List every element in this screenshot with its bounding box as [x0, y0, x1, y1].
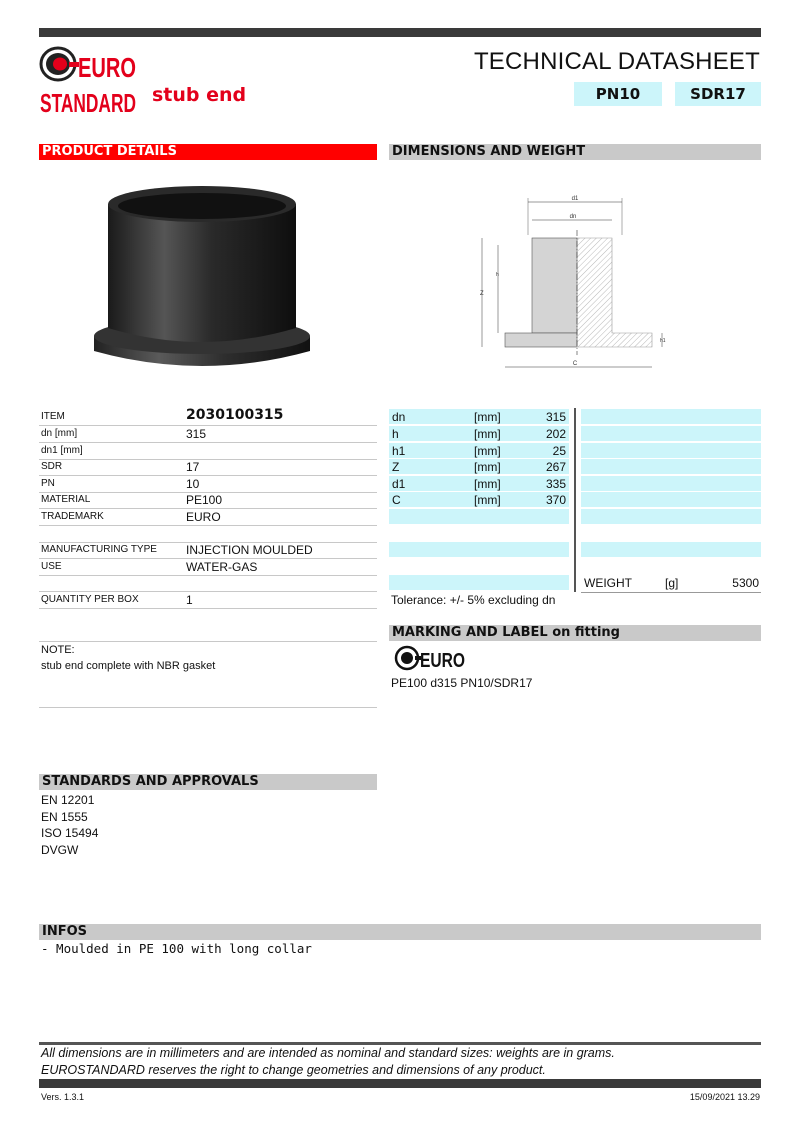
table-row	[581, 459, 761, 475]
document-title: TECHNICAL DATASHEET	[473, 48, 760, 75]
table-row	[581, 476, 761, 492]
tolerance-text: Tolerance: +/- 5% excluding dn	[391, 593, 556, 607]
bottom-bar	[39, 1079, 761, 1088]
table-row	[581, 426, 761, 442]
svg-text:EURO: EURO	[420, 650, 465, 672]
infos-text: - Moulded in PE 100 with long collar	[41, 941, 312, 956]
svg-text:EURO: EURO	[78, 52, 136, 83]
table-row: MATERIAL PE100	[39, 492, 377, 509]
disclaimer-line-1: All dimensions are in millimeters and are intended as nominal and standard sizes: weights are in grams.	[41, 1046, 615, 1060]
table-row	[581, 542, 761, 558]
divider	[39, 641, 377, 642]
svg-text:Z: Z	[480, 291, 484, 297]
eurostandard-logo	[39, 44, 139, 116]
product-details-header: PRODUCT DETAILS	[39, 144, 377, 160]
table-row: h [mm] 202	[389, 426, 569, 442]
svg-text:dn: dn	[569, 214, 577, 220]
footer-divider	[39, 1042, 761, 1045]
standard-item: ISO 15494	[41, 826, 99, 840]
table-row: C [mm] 370	[389, 492, 569, 508]
table-row: Z [mm] 267	[389, 459, 569, 475]
table-row	[39, 575, 377, 592]
table-row	[581, 492, 761, 508]
svg-text:STANDARD: STANDARD	[40, 88, 136, 118]
date-text: 15/09/2021 13.29	[689, 1092, 760, 1102]
svg-text:h1: h1	[660, 338, 666, 344]
note-label: NOTE:	[41, 644, 75, 656]
table-row: SDR 17	[39, 459, 377, 476]
table-row	[389, 575, 569, 591]
standard-item: EN 12201	[41, 793, 95, 807]
weight-row	[581, 575, 761, 593]
table-row	[389, 542, 569, 558]
table-row	[389, 509, 569, 525]
version-text: Vers. 1.3.1	[41, 1092, 85, 1102]
marking-text: PE100 d315 PN10/SDR17	[391, 676, 533, 690]
svg-text:C: C	[572, 361, 578, 367]
top-bar	[39, 28, 761, 37]
table-row	[581, 409, 761, 425]
table-row: ITEM 2030100315	[39, 409, 377, 426]
table-row	[581, 443, 761, 459]
table-row: TRADEMARK EURO	[39, 509, 377, 526]
marking-header: MARKING AND LABEL on fitting	[389, 625, 761, 641]
weight-label: WEIGHT	[584, 576, 632, 590]
table-row: dn1 [mm]	[39, 443, 377, 460]
standards-header: STANDARDS AND APPROVALS	[39, 774, 377, 790]
divider	[39, 707, 377, 708]
svg-text:h: h	[496, 272, 499, 278]
table-row: QUANTITY PER BOX 1	[39, 592, 377, 609]
product-image	[92, 176, 312, 376]
sdr-badge: SDR17	[675, 82, 761, 106]
technical-drawing	[480, 190, 670, 375]
dimensions-weight-header: DIMENSIONS AND WEIGHT	[389, 144, 761, 160]
weight-unit: [g]	[665, 576, 679, 590]
table-row	[581, 509, 761, 525]
table-row: MANUFACTURING TYPE INJECTION MOULDED	[39, 542, 377, 559]
standard-item: EN 1555	[41, 810, 88, 824]
weight-value: 5300	[732, 576, 759, 590]
standard-item: DVGW	[41, 843, 79, 857]
table-separator	[574, 408, 576, 592]
product-name: stub end	[152, 84, 247, 106]
table-row: PN 10	[39, 476, 377, 493]
infos-header: INFOS	[39, 924, 761, 940]
table-row: d1 [mm] 335	[389, 476, 569, 492]
table-row	[39, 526, 377, 543]
table-row: USE WATER-GAS	[39, 559, 377, 576]
table-row: dn [mm] 315	[39, 426, 377, 443]
pn-badge: PN10	[574, 82, 662, 106]
disclaimer-line-2: EUROSTANDARD reserves the right to change geometries and dimensions of any product.	[41, 1063, 546, 1077]
svg-text:d1: d1	[571, 196, 579, 202]
table-row: h1 [mm] 25	[389, 443, 569, 459]
table-row: dn [mm] 315	[389, 409, 569, 425]
euro-marking-logo	[395, 645, 467, 671]
note-text: stub end complete with NBR gasket	[41, 660, 216, 672]
